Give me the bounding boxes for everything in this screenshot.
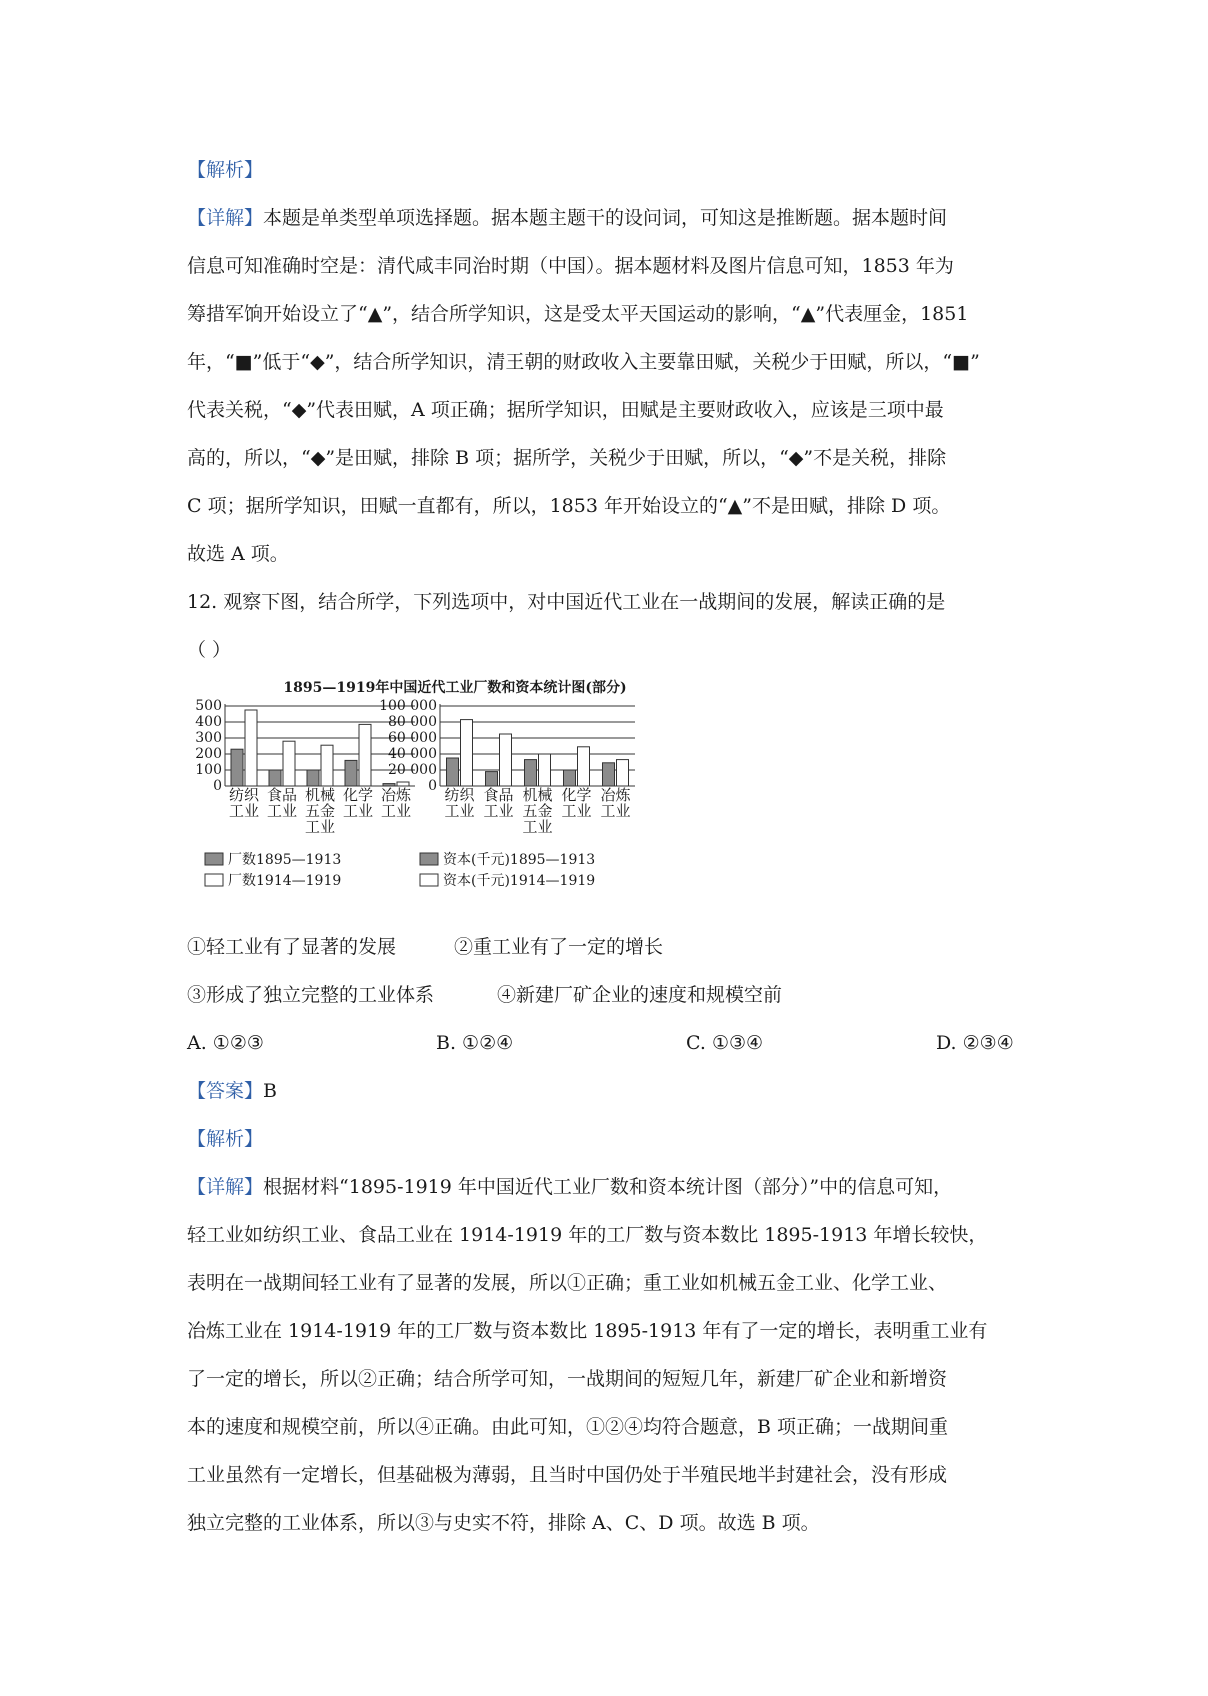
statement-2: ②重工业有了一定的增长 bbox=[454, 936, 664, 958]
explanation-1-line: 信息可知准确时空是：清代咸丰同治时期（中国）。据本题材料及图片信息可知，1853 年为 bbox=[187, 255, 954, 277]
bar-early bbox=[603, 763, 615, 786]
bar-late bbox=[321, 745, 333, 786]
question-12-answer-paren: （ ） bbox=[187, 639, 232, 661]
y-tick-label: 20 000 bbox=[388, 762, 437, 778]
statement-1: ①轻工业有了显著的发展 bbox=[187, 936, 397, 958]
explanation-2-line: 表明在一战期间轻工业有了显著的发展，所以①正确；重工业如机械五金工业、化学工业、 bbox=[187, 1272, 948, 1294]
option-b: B. ①②④ bbox=[436, 1032, 514, 1054]
explanation-1-line: 代表关税，“◆”代表田赋，A 项正确；据所学知识，田赋是主要财政收入，应该是三项中最 bbox=[187, 399, 944, 421]
explanation-2-line bbox=[187, 1175, 952, 1199]
explanation-2-line: 冶炼工业在 1914-1919 年的工厂数与资本数比 1895-1913 年有了一定的增长，表明重工业有 bbox=[187, 1320, 988, 1342]
x-category-label: 机械 bbox=[304, 786, 336, 804]
y-tick-label: 300 bbox=[195, 730, 222, 746]
bar-early bbox=[447, 758, 459, 786]
x-category-label: 工业 bbox=[380, 802, 412, 820]
statement-4: ④新建厂矿企业的速度和规模空前 bbox=[497, 984, 783, 1006]
analysis-heading-2: 【解析】 bbox=[187, 1128, 264, 1150]
y-tick-label: 500 bbox=[195, 698, 222, 714]
y-tick-label: 40 000 bbox=[388, 746, 437, 762]
explanation-1-line: 年，“■”低于“◆”，结合所学知识，清王朝的财政收入主要靠田赋，关税少于田赋，所以，“■” bbox=[187, 351, 980, 373]
legend-swatch bbox=[420, 853, 438, 865]
x-category-label: 工业 bbox=[342, 802, 374, 820]
explanation-2-text: 根据材料“1895-1919 年中国近代工业厂数和资本统计图（部分）”中的信息可知， bbox=[263, 1176, 953, 1198]
bar-late bbox=[461, 720, 473, 786]
option-d: D. ②③④ bbox=[936, 1032, 1014, 1054]
x-category-label: 冶炼 bbox=[380, 786, 412, 804]
legend-label: 资本(千元)1914—1919 bbox=[443, 873, 596, 889]
x-category-label: 五金 bbox=[522, 802, 553, 820]
legend-label: 厂数1895—1913 bbox=[228, 852, 342, 868]
explanation-2-line: 了一定的增长，所以②正确；结合所学可知，一战期间的短短几年，新建厂矿企业和新增资 bbox=[187, 1368, 948, 1390]
y-tick-label: 400 bbox=[195, 714, 222, 730]
bar-late bbox=[359, 724, 371, 786]
explanation-2-line: 轻工业如纺织工业、食品工业在 1914-1919 年的工厂数与资本数比 1895-1913 年增长较快， bbox=[187, 1224, 988, 1246]
x-category-label: 工业 bbox=[228, 802, 260, 820]
x-category-label: 冶炼 bbox=[600, 786, 631, 804]
y-tick-label: 60 000 bbox=[388, 730, 437, 746]
x-category-label: 工业 bbox=[304, 818, 336, 836]
x-category-label: 工业 bbox=[444, 802, 475, 820]
x-category-label: 工业 bbox=[483, 802, 514, 820]
y-tick-label: 0 bbox=[213, 778, 222, 794]
detail-label: 【详解】 bbox=[187, 1176, 264, 1198]
bar-early bbox=[269, 770, 281, 786]
industry-chart-svg bbox=[185, 676, 725, 916]
explanation-1-line: 故选 A 项。 bbox=[187, 543, 289, 565]
x-category-label: 食品 bbox=[266, 786, 298, 804]
legend-swatch bbox=[420, 874, 438, 886]
detail-label: 【详解】 bbox=[187, 207, 264, 229]
legend-label: 资本(千元)1895—1913 bbox=[443, 852, 596, 868]
explanation-1-line: C 项；据所学知识，田赋一直都有，所以，1853 年开始设立的“▲”不是田赋，排除 D 项。 bbox=[187, 495, 951, 517]
answer-line bbox=[187, 1079, 277, 1103]
legend-label: 厂数1914—1919 bbox=[228, 873, 342, 889]
bar-late bbox=[617, 760, 629, 786]
x-category-label: 工业 bbox=[561, 802, 592, 820]
bar-late bbox=[578, 747, 590, 786]
x-category-label: 工业 bbox=[266, 802, 298, 820]
x-category-label: 五金 bbox=[304, 802, 336, 820]
bar-early bbox=[307, 770, 319, 786]
explanation-2-line: 独立完整的工业体系，所以③与史实不符，排除 A、C、D 项。故选 B 项。 bbox=[187, 1512, 820, 1534]
bar-late bbox=[283, 741, 295, 786]
bar-late bbox=[245, 710, 257, 786]
industry-chart-figure bbox=[185, 676, 725, 916]
bar-early bbox=[525, 760, 537, 786]
bar-early bbox=[486, 772, 498, 786]
y-tick-label: 100 000 bbox=[379, 698, 437, 714]
x-category-label: 工业 bbox=[522, 818, 553, 836]
bar-early bbox=[564, 770, 576, 786]
x-category-label: 化学 bbox=[342, 786, 374, 804]
bar-early bbox=[231, 749, 243, 786]
y-tick-label: 0 bbox=[428, 778, 437, 794]
explanation-1-line bbox=[187, 206, 947, 230]
explanation-1-line: 筹措军饷开始设立了“▲”，结合所学知识，这是受太平天国运动的影响，“▲”代表厘金，1851 bbox=[187, 303, 969, 325]
bar-late bbox=[539, 754, 551, 786]
bar-early bbox=[345, 760, 357, 786]
x-category-label: 化学 bbox=[561, 786, 592, 804]
chart-title: 1895—1919年中国近代工业厂数和资本统计图(部分) bbox=[283, 680, 627, 696]
legend-swatch bbox=[205, 853, 223, 865]
legend-swatch bbox=[205, 874, 223, 886]
option-c: C. ①③④ bbox=[686, 1032, 764, 1054]
y-tick-label: 100 bbox=[195, 762, 222, 778]
x-category-label: 纺织 bbox=[444, 786, 475, 804]
question-12-stem: 12. 观察下图，结合所学，下列选项中，对中国近代工业在一战期间的发展，解读正确的是 bbox=[187, 591, 946, 613]
bar-late bbox=[500, 734, 512, 786]
x-category-label: 工业 bbox=[600, 802, 631, 820]
explanation-1-line: 高的，所以，“◆”是田赋，排除 B 项；据所学，关税少于田赋，所以，“◆”不是关税，排除 bbox=[187, 447, 947, 469]
explanation-2-line: 工业虽然有一定增长，但基础极为薄弱，且当时中国仍处于半殖民地半封建社会，没有形成 bbox=[187, 1464, 948, 1486]
analysis-heading-1: 【解析】 bbox=[187, 159, 264, 181]
statement-3: ③形成了独立完整的工业体系 bbox=[187, 984, 435, 1006]
option-a: A. ①②③ bbox=[187, 1032, 264, 1054]
explanation-1-text: 本题是单类型单项选择题。据本题主题干的设问词，可知这是推断题。据本题时间 bbox=[263, 207, 948, 229]
answer-value: B bbox=[263, 1080, 277, 1102]
y-tick-label: 80 000 bbox=[388, 714, 437, 730]
y-tick-label: 200 bbox=[195, 746, 222, 762]
explanation-2-line: 本的速度和规模空前，所以④正确。由此可知，①②④均符合题意，B 项正确；一战期间重 bbox=[187, 1416, 949, 1438]
x-category-label: 纺织 bbox=[228, 786, 260, 804]
x-category-label: 机械 bbox=[522, 786, 553, 804]
answer-label: 【答案】 bbox=[187, 1080, 264, 1102]
x-category-label: 食品 bbox=[483, 786, 514, 804]
